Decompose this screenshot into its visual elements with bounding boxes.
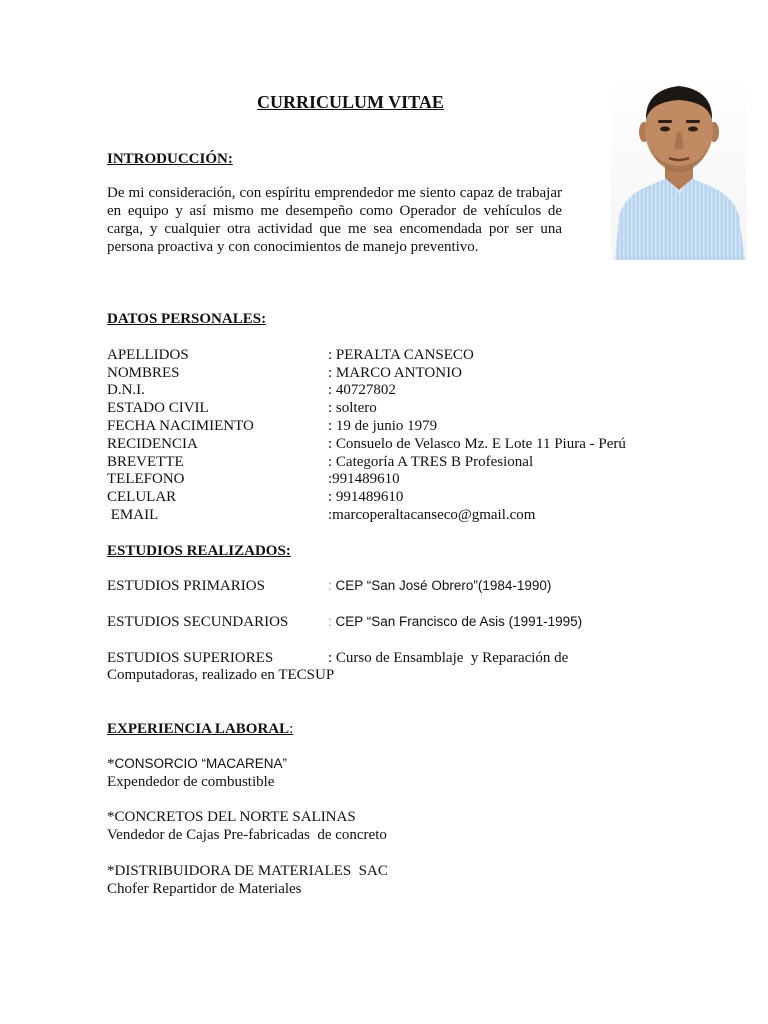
personal-label: TELEFONO	[107, 471, 185, 487]
studies-label: ESTUDIOS PRIMARIOS	[107, 578, 265, 594]
studies-superior-continuation: Computadoras, realizado en TECSUP	[107, 667, 335, 683]
introduction-text: De mi consideración, con espíritu emprendedor me siento capaz de trabajar en equipo y así mismo me desempeño como Operador de vehículos de carga, y cualquier otra actividad que me sea encomendada por ser una persona proactiva y con conocimientos de manejo preventivo.	[107, 185, 562, 255]
studies-value: : CEP “San José Obrero”(1984-1990)	[328, 578, 552, 593]
personal-label: BREVETTE	[107, 454, 184, 470]
personal-value: : PERALTA CANSECO	[328, 347, 474, 363]
studies-label: ESTUDIOS SUPERIORES	[107, 650, 274, 666]
personal-value: : 19 de junio 1979	[328, 418, 438, 434]
profile-photo	[611, 76, 747, 260]
profile-photo-icon	[611, 76, 747, 260]
personal-value: :991489610	[328, 471, 400, 487]
personal-row-email	[107, 506, 727, 524]
studies-row-secondary	[107, 613, 727, 631]
personal-row-brevette	[107, 453, 727, 471]
personal-label: EMAIL	[107, 507, 159, 523]
introduction-heading: INTRODUCCIÓN:	[107, 151, 233, 167]
personal-row-fecha-nacimiento	[107, 417, 727, 435]
document-title: CURRICULUM VITAE	[257, 92, 444, 112]
personal-value: : soltero	[328, 400, 377, 416]
personal-label: CELULAR	[107, 489, 177, 505]
personal-value: : 40727802	[328, 382, 396, 398]
personal-value: : Categoría A TRES B Profesional	[328, 454, 534, 470]
personal-row-recidencia	[107, 435, 727, 453]
studies-value: : Curso de Ensamblaje y Reparación de	[328, 650, 569, 666]
personal-value: :marcoperaltacanseco@gmail.com	[328, 507, 536, 523]
studies-row-superior	[107, 649, 727, 667]
studies-label: ESTUDIOS SECUNDARIOS	[107, 614, 289, 630]
personal-row-nombres	[107, 364, 727, 382]
personal-row-celular	[107, 488, 727, 506]
personal-label: NOMBRES	[107, 365, 180, 381]
personal-label: APELLIDOS	[107, 347, 189, 363]
personal-data-heading: DATOS PERSONALES:	[107, 311, 267, 327]
personal-row-estado-civil	[107, 399, 727, 417]
personal-value: : Consuelo de Velasco Mz. E Lote 11 Piura - Perú	[328, 436, 626, 452]
experience-company: *DISTRIBUIDORA DE MATERIALES SAC	[107, 863, 388, 879]
personal-label: ESTADO CIVIL	[107, 400, 209, 416]
experience-company: *CONCRETOS DEL NORTE SALINAS	[107, 809, 356, 825]
experience-company: *CONSORCIO “MACARENA”	[107, 756, 288, 772]
experience-role: Expendedor de combustible	[107, 774, 275, 790]
personal-row-dni	[107, 381, 727, 399]
personal-row-apellidos	[107, 346, 727, 364]
personal-label: D.N.I.	[107, 382, 145, 398]
personal-row-telefono	[107, 470, 727, 488]
studies-row-primary	[107, 577, 727, 595]
personal-label: FECHA NACIMIENTO	[107, 418, 254, 434]
personal-value: : 991489610	[328, 489, 404, 505]
experience-role: Vendedor de Cajas Pre-fabricadas de concreto	[107, 827, 387, 843]
experience-role: Chofer Repartidor de Materiales	[107, 881, 302, 897]
experience-heading: EXPERIENCIA LABORAL:	[107, 721, 294, 737]
studies-value: : CEP “San Francisco de Asis (1991-1995)	[328, 614, 583, 629]
personal-value: : MARCO ANTONIO	[328, 365, 462, 381]
personal-label: RECIDENCIA	[107, 436, 198, 452]
studies-heading: ESTUDIOS REALIZADOS:	[107, 543, 291, 559]
